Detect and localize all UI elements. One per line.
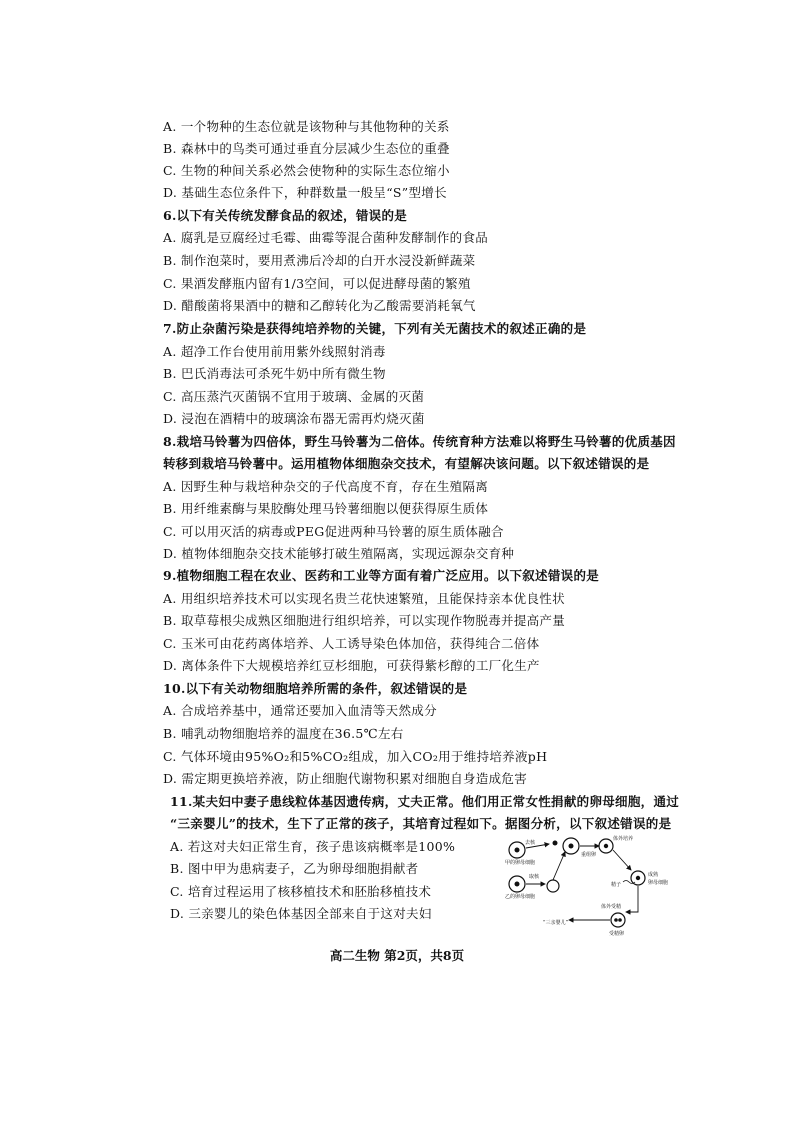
q5-option-b: B. 森林中的鸟类可通过垂直分层减少生态位的重叠 xyxy=(163,141,450,156)
label-embryo: 受精卵 xyxy=(609,931,625,937)
enucleated-egg xyxy=(547,880,559,892)
q7-option-c: C. 高压蒸汽灭菌锅不宜用于玻璃、金属的灭菌 xyxy=(163,389,425,404)
q10-option-b: B. 哺乳动物细胞培养的温度在36.5℃左右 xyxy=(163,726,404,741)
q9-option-d: D. 离体条件下大规模培养红豆杉细胞，可获得紫杉醇的工厂化生产 xyxy=(163,658,540,673)
q7-option-a: A. 超净工作台使用前用紫外线照射消毒 xyxy=(163,344,386,359)
q8-option-c: C. 可以用灭活的病毒或PEG促进两种马铃薯的原生质体融合 xyxy=(163,524,504,539)
arrow-to-mature xyxy=(613,850,631,870)
label-reconstructed: 重组卵 xyxy=(581,852,597,858)
q9-stem: 9.植物细胞工程在农业、医药和工业等方面有着广泛应用。以下叙述错误的是 xyxy=(163,568,600,583)
label-culture: 体外培养 xyxy=(613,836,634,842)
q8-option-d: D. 植物体细胞杂交技术能够打破生殖隔离，实现远源杂交育种 xyxy=(163,546,515,561)
q5-option-a: A. 一个物种的生态位就是该物种与其他物种的关系 xyxy=(163,119,450,134)
q8-stem-2: 转移到栽培马铃薯中。运用植物体细胞杂交技术，有望解决该问题。以下叙述错误的是 xyxy=(163,456,650,471)
q10-stem: 10.以下有关动物细胞培养所需的条件，叙述错误的是 xyxy=(163,681,468,696)
q11-option-a: A. 若这对夫妇正常生育，孩子患该病概率是100% xyxy=(170,839,456,854)
q11-option-c: C. 培育过程运用了核移植技术和胚胎移植技术 xyxy=(170,884,432,899)
label-mature: 成熟 xyxy=(648,872,659,878)
q10-option-c: C. 气体环境由95%O₂和5%CO₂组成，加入CO₂用于维持培养液pH xyxy=(163,749,548,764)
q6-option-d: D. 醋酸菌将果酒中的糖和乙醇转化为乙酸需要消耗氧气 xyxy=(163,298,476,313)
label-donor-b: 乙的卵母细胞 xyxy=(505,894,536,900)
label-nucleus: 去核 xyxy=(525,840,536,846)
egg-cell-b xyxy=(509,876,525,892)
q10-option-d: D. 需定期更换培养液，防止细胞代谢物积累对细胞自身造成危害 xyxy=(163,771,528,786)
q11-option-d: D. 三亲婴儿的染色体基因全部来自于这对夫妇 xyxy=(170,906,432,921)
egg-cell-a xyxy=(509,842,525,858)
page-footer: 高二生物 第2页，共8页 xyxy=(329,948,465,963)
q9-option-c: C. 玉米可由花药离体培养、人工诱导染色体加倍，获得纯合二倍体 xyxy=(163,636,540,651)
arrow-to-fertilize xyxy=(626,886,638,912)
q5-option-d: D. 基础生态位条件下，种群数量一般呈“S”型增长 xyxy=(163,185,447,200)
fertilized-egg xyxy=(611,913,625,927)
q6-stem: 6.以下有关传统发酵食品的叙述，错误的是 xyxy=(163,208,408,223)
q8-stem-1: 8.栽培马铃薯为四倍体，野生马铃薯为二倍体。传统育种方法难以将野生马铃薯的优质基因 xyxy=(163,434,676,449)
q8-option-a: A. 因野生种与栽培种杂交的子代高度不育，存在生殖隔离 xyxy=(163,479,489,494)
q7-stem: 7.防止杂菌污染是获得纯培养物的关键，下列有关无菌技术的叙述正确的是 xyxy=(163,321,587,336)
q7-option-d: D. 浸泡在酒精中的玻璃涂布器无需再灼烧灭菌 xyxy=(163,411,425,426)
q11-option-b: B. 图中甲为患病妻子，乙为卵母细胞捐献者 xyxy=(170,861,419,876)
three-parent-baby-diagram xyxy=(505,834,710,952)
q11-stem-2: “三亲婴儿”的技术，生下了正常的孩子，其培育过程如下。据图分析，以下叙述错误的是 xyxy=(170,816,672,831)
q9-option-a: A. 用组织培养技术可以实现名贵兰花快速繁殖，且能保持亲本优良性状 xyxy=(163,591,565,606)
label-fertilize: 体外受精 xyxy=(601,904,622,910)
nucleus-dot xyxy=(553,841,558,846)
q7-option-b: B. 巴氏消毒法可杀死牛奶中所有微生物 xyxy=(163,366,386,381)
q6-option-c: C. 果酒发酵瓶内留有1/3空间，可以促进酵母菌的繁殖 xyxy=(163,276,471,291)
label-extract: 取核 xyxy=(529,874,540,880)
q9-option-b: B. 取草莓根尖成熟区细胞进行组织培养，可以实现作物脱毒并提高产量 xyxy=(163,613,566,628)
label-sperm: 精子 xyxy=(611,882,622,888)
q5-option-c: C. 生物的种间关系必然会使物种的实际生态位缩小 xyxy=(163,163,450,178)
q6-option-b: B. 制作泡菜时，要用煮沸后冷却的白开水浸没新鲜蔬菜 xyxy=(163,253,476,268)
label-baby: “三亲婴儿” xyxy=(543,920,569,926)
arrow-to-recon xyxy=(553,852,565,880)
q10-option-a: A. 合成培养基中，通常还要加入血清等天然成分 xyxy=(163,703,437,718)
q8-option-b: B. 用纤维素酶与果胶酶处理马铃薯细胞以便获得原生质体 xyxy=(163,501,489,516)
label-donor-a: 甲的卵母细胞 xyxy=(505,860,536,866)
q6-option-a: A. 腐乳是豆腐经过毛霉、曲霉等混合菌种发酵制作的食品 xyxy=(163,230,489,245)
label-mature-egg: 卵母细胞 xyxy=(648,880,669,886)
q11-stem-1: 11.某夫妇中妻子患线粒体基因遗传病，丈夫正常。他们用正常女性捐献的卵母细胞，通过 xyxy=(170,794,680,809)
